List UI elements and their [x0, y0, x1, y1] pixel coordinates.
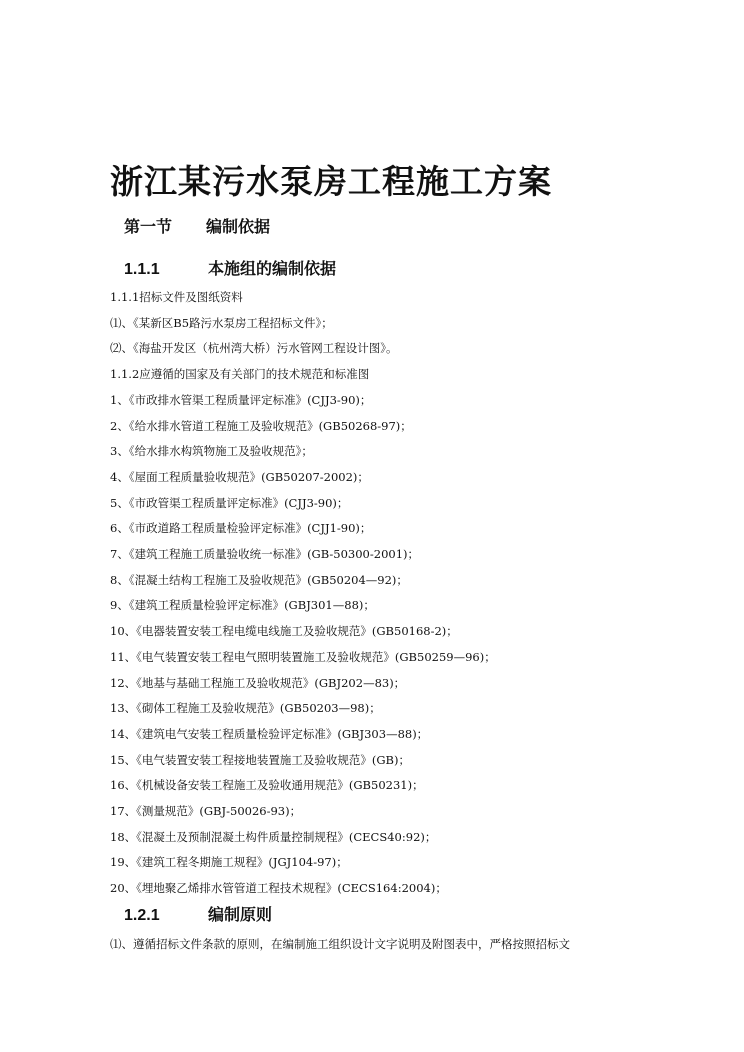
text-line: 9、《建筑工程质量检验评定标准》(GBJ301—88)； — [110, 598, 375, 613]
text-line: 6、《市政道路工程质量检验评定标准》(CJJ1-90)； — [110, 521, 372, 536]
section-title: 编制依据 — [206, 217, 271, 236]
subsection-title: 本施组的编制依据 — [208, 259, 337, 278]
text-line: 8、《混凝土结构工程施工及验收规范》(GB50204—92)； — [110, 572, 408, 587]
text-line: 4、《屋面工程质量验收规范》(GB50207-2002)； — [110, 469, 369, 484]
text-line: 15、《电气装置安装工程接地装置施工及验收规范》(GB)； — [110, 752, 410, 767]
subsection-number: 1.1.1 — [124, 261, 160, 278]
text-line: 19、《建筑工程冬期施工规程》(JGJ104-97)； — [110, 855, 348, 870]
text-line: 20、《埋地聚乙烯排水管管道工程技术规程》(CECS164:2004)； — [110, 881, 447, 896]
text-line: ⑴、遵循招标文件条款的原则，在编制施工组织设计文字说明及附图表中，严格按照招标文 — [110, 937, 570, 951]
document-title: 浙江某污水泵房工程施工方案 — [110, 162, 552, 201]
subsection-title: 编制原则 — [208, 905, 273, 924]
text-line: 2、《给水排水管道工程施工及验收规范》(GB50268-97)； — [110, 418, 412, 433]
text-line: 1.1.1招标文件及图纸资料 — [110, 290, 243, 304]
text-line: ⑴、《某新区B5路污水泵房工程招标文件》； — [110, 315, 333, 330]
text-line: 5、《市政管渠工程质量评定标准》(CJJ3-90)； — [110, 495, 349, 510]
text-line: 17、《测量规范》(GBJ-50026-93)； — [110, 804, 302, 818]
text-line: 7、《建筑工程施工质量验收统一标准》(GB-50300-2001)； — [110, 547, 420, 561]
text-line: 1、《市政排水管渠工程质量评定标准》(CJJ3-90)； — [110, 392, 372, 407]
text-line: 18、《混凝土及预制混凝土构件质量控制规程》(CECS40:92)； — [110, 829, 437, 844]
subsection-number: 1.2.1 — [124, 907, 160, 924]
section-heading — [124, 214, 270, 237]
section-label: 第一节 — [124, 217, 173, 236]
text-line: 16、《机械设备安装工程施工及验收通用规范》(GB50231)； — [110, 778, 424, 793]
text-line: 1.1.2应遵循的国家及有关部门的技术规范和标准图 — [110, 367, 370, 382]
text-line: ⑵、《海盐开发区（杭州湾大桥）污水管网工程设计图》。 — [110, 341, 398, 356]
subsection-heading-1-2-1 — [124, 902, 272, 925]
text-line: 13、《砌体工程施工及验收规范》(GB50203—98)； — [110, 701, 381, 716]
text-line: 10、《电器装置安装工程电缆电线施工及验收规范》(GB50168-2)； — [110, 624, 458, 639]
text-line: 14、《建筑电气安装工程质量检验评定标准》(GBJ303—88)； — [110, 726, 429, 741]
text-line: 12、《地基与基础工程施工及验收规范》(GBJ202—83)； — [110, 675, 406, 690]
subsection-heading-1-1-1 — [124, 256, 336, 279]
text-line: 3、《给水排水构筑物施工及验收规范》； — [110, 444, 313, 459]
text-line: 11、《电气装置安装工程电气照明装置施工及验收规范》(GB50259—96)； — [110, 649, 496, 664]
